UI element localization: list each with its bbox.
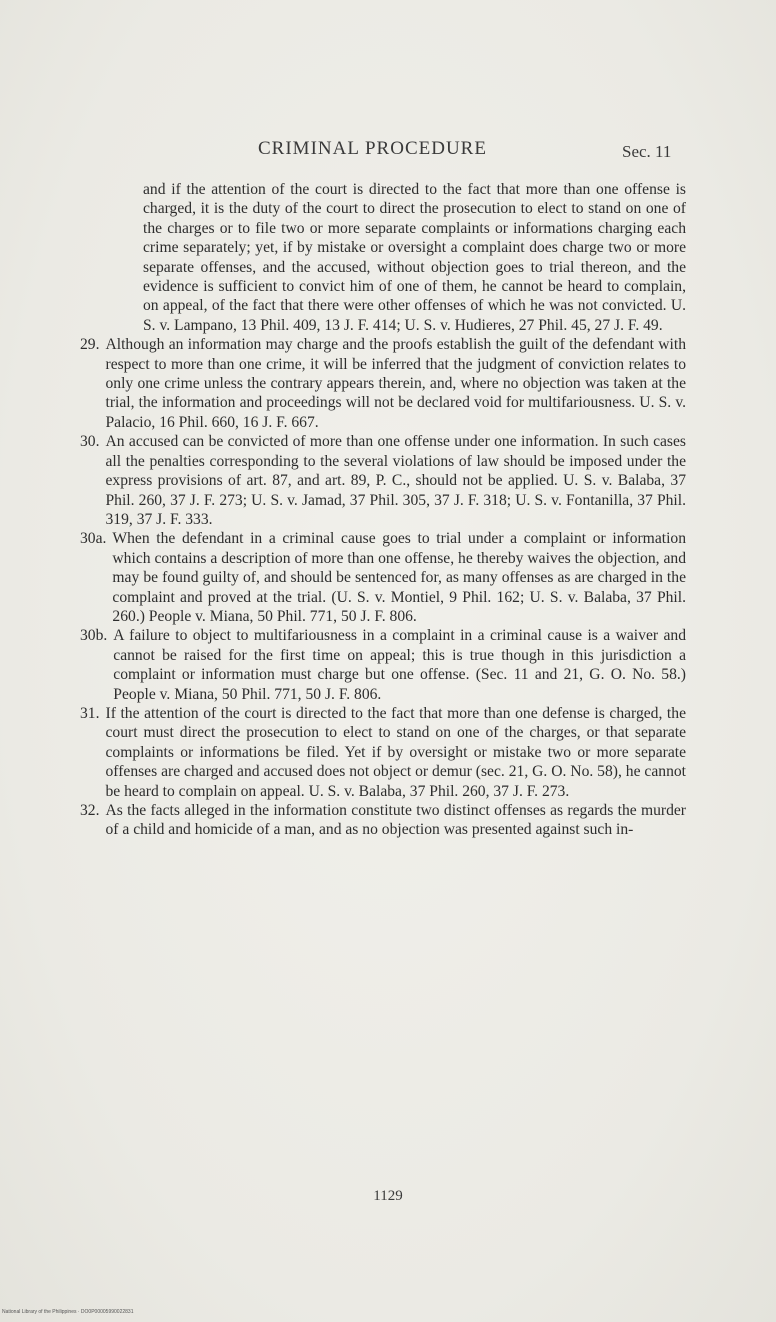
continued-paragraph: and if the attention of the court is directed to the fact that more than one offense is charged, it is the duty of the court to direct the prosecution to elect to stand on one of the charges or to file two or more separate complaints or informations charging each crime separately; yet, if by mistake or oversight a complaint does charge two or more separate offenses, and the accused, without objection goes to trial thereon, and the evidence is sufficient to convict him of one of them, he cannot be heard to complain, on appeal, of the fact that there were other offenses of which he was not convicted. U. S. v. Lampano, 13 Phil. 409, 13 J. F. 414; U. S. v. Hudieres, 27 Phil. 45, 27 J. F. 49. — [143, 181, 686, 334]
annotation-number: 30a. — [80, 530, 107, 548]
annotation-30a — [80, 529, 686, 626]
annotation-text: A failure to object to multifariousness in a complaint in a criminal cause is a waiver and cannot be raised for the first time on appeal; this is true though in this jurisdiction a complaint or information must charge but one offense. (Sec. 11 and 21, G. O. No. 58.) People v. Miana, 50 Phil. 771, 50 J. F. 806. — [113, 627, 686, 703]
annotation-text: When the defendant in a criminal cause goes to trial under a complaint or information which contains a description of more than one offense, he thereby waives the objection, and may be found guilty of, and should be sentenced for, as many offenses as are charged in the complaint and proved at the trial. (U. S. v. Montiel, 9 Phil. 162; U. S. v. Balaba, 37 Phil. 260.) People v. Miana, 50 Phil. 771, 50 J. F. 806. — [112, 530, 686, 625]
page-header — [0, 138, 776, 166]
running-title: CRIMINAL PROCEDURE — [258, 138, 487, 159]
section-reference: Sec. 11 — [622, 142, 672, 161]
annotation-text: An accused can be convicted of more than one offense under one information. In such cases all the penalties corresponding to the several violations of law should be imposed under the express provisions of art. 87, and art. 89, P. C., should not be applied. U. S. v. Balaba, 37 Phil. 260, 37 J. F. 273; U. S. v. Jamad, 37 Phil. 305, 37 J. F. 318; U. S. v. Fontanilla, 37 Phil. 319, 37 J. F. 333. — [105, 433, 686, 528]
annotation-30 — [80, 432, 686, 529]
annotation-text: If the attention of the court is directed to the fact that more than one defense is charged, the court must direct the prosecution to elect to stand on one of the charges, or that separate complaints or informations be filed. Yet if by oversight or mistake two or more separate offenses are charged and accused does not object or demur (sec. 21, G. O. No. 58), he cannot be heard to complain on appeal. U. S. v. Balaba, 37 Phil. 260, 37 J. F. 273. — [105, 704, 686, 800]
annotation-number: 30. — [80, 433, 100, 451]
annotation-29 — [80, 335, 686, 432]
annotation-number: 32. — [80, 802, 100, 819]
library-stamp: National Library of the Philippines · DO0P00005990022831 — [2, 1309, 134, 1315]
annotation-31 — [80, 704, 686, 801]
annotation-text: Although an information may charge and the proofs establish the guilt of the defendant with respect to more than one crime, it will be inferred that the judgment of conviction relates to only one crime unless the contrary appears therein, and, where no objection was taken at the trial, the information and proceedings will not be declared void for multifariousness. U. S. v. Palacio, 16 Phil. 660, 16 J. F. 667. — [105, 336, 686, 431]
annotation-32 — [80, 801, 686, 840]
page-number: 1129 — [373, 1188, 403, 1204]
annotation-30b — [80, 626, 686, 704]
annotation-text: As the facts alleged in the information constitute two distinct offenses as regards the murder of a child and homicide of a man, and as no objection was presented against such in- — [105, 802, 686, 839]
annotation-number: 31. — [80, 704, 100, 722]
annotation-number: 29. — [80, 336, 100, 354]
body-text — [80, 180, 686, 840]
annotation-number: 30b. — [80, 627, 108, 645]
